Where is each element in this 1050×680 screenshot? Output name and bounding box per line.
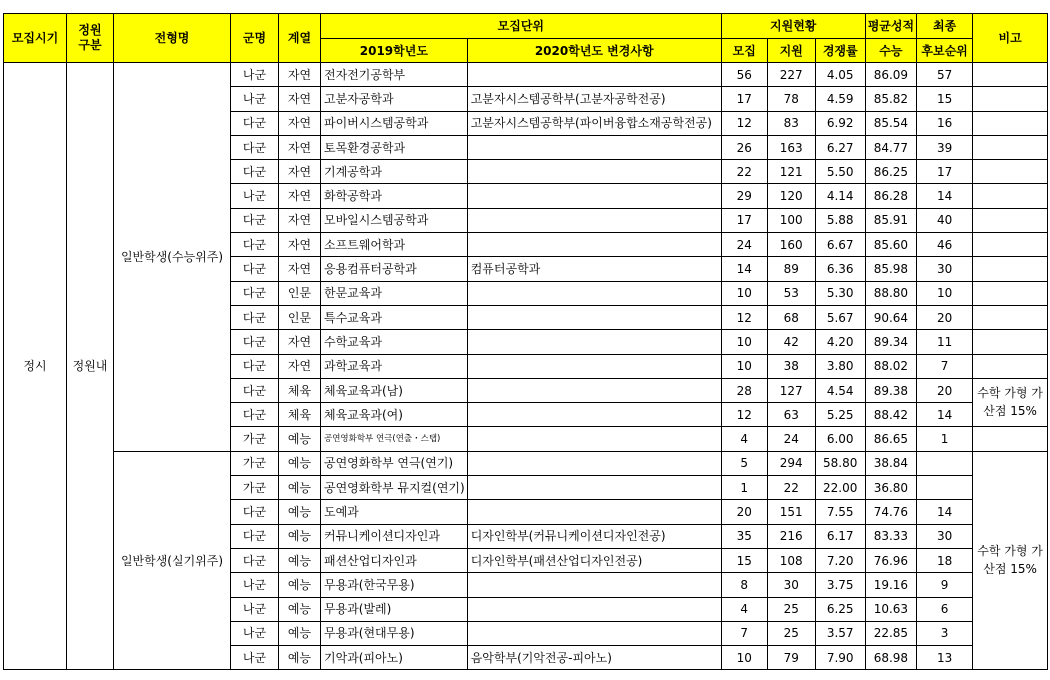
quota-cell: 56	[721, 63, 767, 87]
score-cell: 10.63	[865, 597, 916, 621]
group-cell: 다군	[231, 111, 279, 135]
change-cell	[467, 476, 721, 500]
group-cell: 다군	[231, 135, 279, 159]
remark-cell: 수학 가형 가산점 15%	[973, 378, 1048, 427]
track-cell: 인문	[279, 281, 321, 305]
quota-cell: 10	[721, 330, 767, 354]
change-cell	[467, 208, 721, 232]
change-cell	[467, 281, 721, 305]
score-cell: 38.84	[865, 451, 916, 475]
score-cell: 86.09	[865, 63, 916, 87]
ratio-cell: 5.50	[815, 160, 865, 184]
group-cell: 다군	[231, 233, 279, 257]
quota-cell: 5	[721, 451, 767, 475]
score-cell: 36.80	[865, 476, 916, 500]
group-cell: 다군	[231, 208, 279, 232]
remark-cell	[973, 184, 1048, 208]
quota-cell: 15	[721, 548, 767, 572]
ratio-cell: 6.25	[815, 597, 865, 621]
header-quota: 모집	[721, 39, 767, 63]
table-row	[4, 451, 1048, 475]
ratio-cell: 6.67	[815, 233, 865, 257]
group-cell: 다군	[231, 305, 279, 329]
unit-cell: 파이버시스템공학과	[321, 111, 468, 135]
header-admission-type: 전형명	[114, 14, 231, 63]
quota-cell: 4	[721, 597, 767, 621]
rank-cell: 3	[917, 621, 973, 645]
applied-cell: 79	[767, 646, 815, 670]
quota-cell: 12	[721, 305, 767, 329]
applied-cell: 151	[767, 500, 815, 524]
group-cell: 나군	[231, 621, 279, 645]
quota-cell: 12	[721, 111, 767, 135]
rank-cell: 20	[917, 305, 973, 329]
admission-type-cell: 일반학생(실기위주)	[114, 451, 231, 670]
admission-type-cell: 일반학생(수능위주)	[114, 63, 231, 452]
unit-cell: 기악과(피아노)	[321, 646, 468, 670]
header-unit: 모집단위	[321, 14, 722, 39]
group-cell: 다군	[231, 500, 279, 524]
applied-cell: 108	[767, 548, 815, 572]
quota-cell: 12	[721, 403, 767, 427]
quota-cell: 8	[721, 573, 767, 597]
quota-cell: 4	[721, 427, 767, 451]
change-cell: 고분자시스템공학부(파이버융합소재공학전공)	[467, 111, 721, 135]
change-cell	[467, 573, 721, 597]
rank-cell: 14	[917, 500, 973, 524]
rank-cell: 39	[917, 135, 973, 159]
rank-cell: 11	[917, 330, 973, 354]
applied-cell: 68	[767, 305, 815, 329]
remark-cell	[973, 305, 1048, 329]
score-cell: 86.28	[865, 184, 916, 208]
remark-cell	[973, 208, 1048, 232]
rank-cell: 1	[917, 427, 973, 451]
score-cell: 22.85	[865, 621, 916, 645]
track-cell: 인문	[279, 305, 321, 329]
quota-cell: 26	[721, 135, 767, 159]
period-cell: 정시	[4, 63, 67, 670]
applied-cell: 30	[767, 573, 815, 597]
applied-cell: 83	[767, 111, 815, 135]
change-cell	[467, 500, 721, 524]
score-cell: 88.42	[865, 403, 916, 427]
ratio-cell: 4.54	[815, 378, 865, 402]
change-cell	[467, 160, 721, 184]
unit-cell: 토목환경공학과	[321, 135, 468, 159]
track-cell: 예능	[279, 451, 321, 475]
rank-cell: 46	[917, 233, 973, 257]
rank-cell: 30	[917, 257, 973, 281]
score-cell: 85.98	[865, 257, 916, 281]
admission-table	[3, 13, 1048, 670]
table-row	[4, 63, 1048, 87]
unit-cell: 체육교육과(남)	[321, 378, 468, 402]
change-cell: 고분자시스템공학부(고분자공학전공)	[467, 87, 721, 111]
ratio-cell: 4.20	[815, 330, 865, 354]
score-cell: 86.25	[865, 160, 916, 184]
header-final: 최종	[917, 14, 973, 39]
rank-cell: 16	[917, 111, 973, 135]
rank-cell: 15	[917, 87, 973, 111]
ratio-cell: 5.88	[815, 208, 865, 232]
applied-cell: 42	[767, 330, 815, 354]
header-quota-type: 정원 구분	[67, 14, 114, 63]
unit-cell: 응용컴퓨터공학과	[321, 257, 468, 281]
ratio-cell: 6.27	[815, 135, 865, 159]
ratio-cell: 5.30	[815, 281, 865, 305]
unit-cell: 도예과	[321, 500, 468, 524]
remark-cell	[973, 135, 1048, 159]
score-cell: 84.77	[865, 135, 916, 159]
unit-cell: 공연영화학부 연극(연기)	[321, 451, 468, 475]
ratio-cell: 22.00	[815, 476, 865, 500]
header-applied: 지원	[767, 39, 815, 63]
header-track: 계열	[279, 14, 321, 63]
score-cell: 74.76	[865, 500, 916, 524]
applied-cell: 227	[767, 63, 815, 87]
unit-cell: 커뮤니케이션디자인과	[321, 524, 468, 548]
ratio-cell: 3.80	[815, 354, 865, 378]
track-cell: 자연	[279, 233, 321, 257]
remark-cell	[973, 160, 1048, 184]
unit-cell: 고분자공학과	[321, 87, 468, 111]
ratio-cell: 7.90	[815, 646, 865, 670]
applied-cell: 22	[767, 476, 815, 500]
score-cell: 85.60	[865, 233, 916, 257]
quota-cell: 10	[721, 646, 767, 670]
change-cell	[467, 135, 721, 159]
remark-cell	[973, 354, 1048, 378]
change-cell: 음악학부(기악전공-피아노)	[467, 646, 721, 670]
unit-cell: 한문교육과	[321, 281, 468, 305]
applied-cell: 53	[767, 281, 815, 305]
track-cell: 예능	[279, 427, 321, 451]
track-cell: 자연	[279, 257, 321, 281]
change-cell	[467, 378, 721, 402]
quota-cell: 1	[721, 476, 767, 500]
ratio-cell: 7.55	[815, 500, 865, 524]
ratio-cell: 4.05	[815, 63, 865, 87]
change-cell	[467, 63, 721, 87]
header-remark: 비고	[973, 14, 1048, 63]
unit-cell: 패션산업디자인과	[321, 548, 468, 572]
group-cell: 다군	[231, 330, 279, 354]
score-cell: 85.91	[865, 208, 916, 232]
applied-cell: 24	[767, 427, 815, 451]
rank-cell: 9	[917, 573, 973, 597]
rank-cell	[917, 451, 973, 475]
track-cell: 예능	[279, 597, 321, 621]
change-cell	[467, 597, 721, 621]
ratio-cell: 6.00	[815, 427, 865, 451]
group-cell: 다군	[231, 524, 279, 548]
rank-cell: 40	[917, 208, 973, 232]
ratio-cell: 5.67	[815, 305, 865, 329]
applied-cell: 216	[767, 524, 815, 548]
group-cell: 나군	[231, 597, 279, 621]
track-cell: 자연	[279, 330, 321, 354]
applied-cell: 63	[767, 403, 815, 427]
change-cell: 디자인학부(커뮤니케이션디자인전공)	[467, 524, 721, 548]
track-cell: 예능	[279, 646, 321, 670]
score-cell: 90.64	[865, 305, 916, 329]
remark-cell	[973, 111, 1048, 135]
group-cell: 나군	[231, 87, 279, 111]
applied-cell: 121	[767, 160, 815, 184]
applied-cell: 127	[767, 378, 815, 402]
quota-cell: 10	[721, 354, 767, 378]
group-cell: 나군	[231, 184, 279, 208]
header-suneung: 수능	[865, 39, 916, 63]
quota-type-cell: 정원내	[67, 63, 114, 670]
remark-cell	[973, 427, 1048, 451]
header-ratio: 경쟁률	[815, 39, 865, 63]
unit-cell: 무용과(현대무용)	[321, 621, 468, 645]
track-cell: 예능	[279, 548, 321, 572]
rank-cell: 20	[917, 378, 973, 402]
unit-cell: 공연영화학부 연극(연출・스탭)	[321, 427, 468, 451]
rank-cell: 14	[917, 403, 973, 427]
track-cell: 자연	[279, 160, 321, 184]
header-year-2019: 2019학년도	[321, 39, 468, 63]
quota-cell: 14	[721, 257, 767, 281]
unit-cell: 특수교육과	[321, 305, 468, 329]
group-cell: 가군	[231, 451, 279, 475]
track-cell: 예능	[279, 573, 321, 597]
ratio-cell: 4.59	[815, 87, 865, 111]
score-cell: 89.38	[865, 378, 916, 402]
score-cell: 85.54	[865, 111, 916, 135]
rank-cell: 17	[917, 160, 973, 184]
quota-cell: 35	[721, 524, 767, 548]
group-cell: 가군	[231, 476, 279, 500]
track-cell: 자연	[279, 208, 321, 232]
header-changes-2020: 2020학년도 변경사항	[467, 39, 721, 63]
group-cell: 다군	[231, 378, 279, 402]
ratio-cell: 3.57	[815, 621, 865, 645]
group-cell: 다군	[231, 160, 279, 184]
change-cell	[467, 184, 721, 208]
applied-cell: 25	[767, 597, 815, 621]
quota-cell: 24	[721, 233, 767, 257]
track-cell: 예능	[279, 621, 321, 645]
group-cell: 나군	[231, 63, 279, 87]
remark-cell: 수학 가형 가산점 15%	[973, 451, 1048, 670]
score-cell: 88.02	[865, 354, 916, 378]
track-cell: 자연	[279, 354, 321, 378]
header-period: 모집시기	[4, 14, 67, 63]
rank-cell: 30	[917, 524, 973, 548]
change-cell	[467, 305, 721, 329]
unit-cell: 공연영화학부 뮤지컬(연기)	[321, 476, 468, 500]
unit-cell: 체육교육과(여)	[321, 403, 468, 427]
applied-cell: 100	[767, 208, 815, 232]
unit-cell: 소프트웨어학과	[321, 233, 468, 257]
quota-cell: 7	[721, 621, 767, 645]
rank-cell: 13	[917, 646, 973, 670]
ratio-cell: 5.25	[815, 403, 865, 427]
remark-cell	[973, 87, 1048, 111]
change-cell	[467, 621, 721, 645]
ratio-cell: 3.75	[815, 573, 865, 597]
group-cell: 다군	[231, 548, 279, 572]
track-cell: 체육	[279, 378, 321, 402]
quota-cell: 20	[721, 500, 767, 524]
remark-cell	[973, 257, 1048, 281]
score-cell: 83.33	[865, 524, 916, 548]
group-cell: 다군	[231, 257, 279, 281]
rank-cell: 14	[917, 184, 973, 208]
change-cell	[467, 403, 721, 427]
group-cell: 다군	[231, 281, 279, 305]
applied-cell: 38	[767, 354, 815, 378]
unit-cell: 전자전기공학부	[321, 63, 468, 87]
rank-cell: 57	[917, 63, 973, 87]
unit-cell: 무용과(발레)	[321, 597, 468, 621]
applied-cell: 89	[767, 257, 815, 281]
applied-cell: 25	[767, 621, 815, 645]
unit-cell: 무용과(한국무용)	[321, 573, 468, 597]
score-cell: 68.98	[865, 646, 916, 670]
remark-cell	[973, 330, 1048, 354]
ratio-cell: 7.20	[815, 548, 865, 572]
header-applicants: 지원현황	[721, 14, 865, 39]
rank-cell	[917, 476, 973, 500]
applied-cell: 78	[767, 87, 815, 111]
track-cell: 예능	[279, 476, 321, 500]
applied-cell: 294	[767, 451, 815, 475]
score-cell: 19.16	[865, 573, 916, 597]
track-cell: 자연	[279, 184, 321, 208]
change-cell: 컴퓨터공학과	[467, 257, 721, 281]
track-cell: 예능	[279, 524, 321, 548]
remark-cell	[973, 63, 1048, 87]
group-cell: 나군	[231, 573, 279, 597]
remark-cell	[973, 281, 1048, 305]
track-cell: 자연	[279, 87, 321, 111]
quota-cell: 10	[721, 281, 767, 305]
unit-cell: 기계공학과	[321, 160, 468, 184]
unit-cell: 화학공학과	[321, 184, 468, 208]
quota-cell: 17	[721, 87, 767, 111]
unit-cell: 과학교육과	[321, 354, 468, 378]
table-body	[4, 63, 1048, 670]
track-cell: 자연	[279, 135, 321, 159]
change-cell	[467, 233, 721, 257]
ratio-cell: 6.92	[815, 111, 865, 135]
quota-cell: 22	[721, 160, 767, 184]
group-cell: 가군	[231, 427, 279, 451]
unit-cell: 모바일시스템공학과	[321, 208, 468, 232]
ratio-cell: 6.17	[815, 524, 865, 548]
group-cell: 나군	[231, 646, 279, 670]
rank-cell: 18	[917, 548, 973, 572]
applied-cell: 120	[767, 184, 815, 208]
rank-cell: 6	[917, 597, 973, 621]
applied-cell: 160	[767, 233, 815, 257]
track-cell: 예능	[279, 500, 321, 524]
ratio-cell: 58.80	[815, 451, 865, 475]
change-cell	[467, 354, 721, 378]
quota-cell: 17	[721, 208, 767, 232]
track-cell: 자연	[279, 63, 321, 87]
change-cell: 디자인학부(패션산업디자인전공)	[467, 548, 721, 572]
change-cell	[467, 451, 721, 475]
score-cell: 86.65	[865, 427, 916, 451]
score-cell: 88.80	[865, 281, 916, 305]
quota-cell: 28	[721, 378, 767, 402]
header-group: 군명	[231, 14, 279, 63]
remark-cell	[973, 233, 1048, 257]
rank-cell: 10	[917, 281, 973, 305]
change-cell	[467, 427, 721, 451]
track-cell: 자연	[279, 111, 321, 135]
header-waitlist-rank: 후보순위	[917, 39, 973, 63]
rank-cell: 7	[917, 354, 973, 378]
change-cell	[467, 330, 721, 354]
ratio-cell: 6.36	[815, 257, 865, 281]
track-cell: 체육	[279, 403, 321, 427]
applied-cell: 163	[767, 135, 815, 159]
header-avg-score: 평균성적	[865, 14, 916, 39]
score-cell: 85.82	[865, 87, 916, 111]
score-cell: 76.96	[865, 548, 916, 572]
group-cell: 다군	[231, 403, 279, 427]
ratio-cell: 4.14	[815, 184, 865, 208]
unit-cell: 수학교육과	[321, 330, 468, 354]
group-cell: 다군	[231, 354, 279, 378]
score-cell: 89.34	[865, 330, 916, 354]
quota-cell: 29	[721, 184, 767, 208]
